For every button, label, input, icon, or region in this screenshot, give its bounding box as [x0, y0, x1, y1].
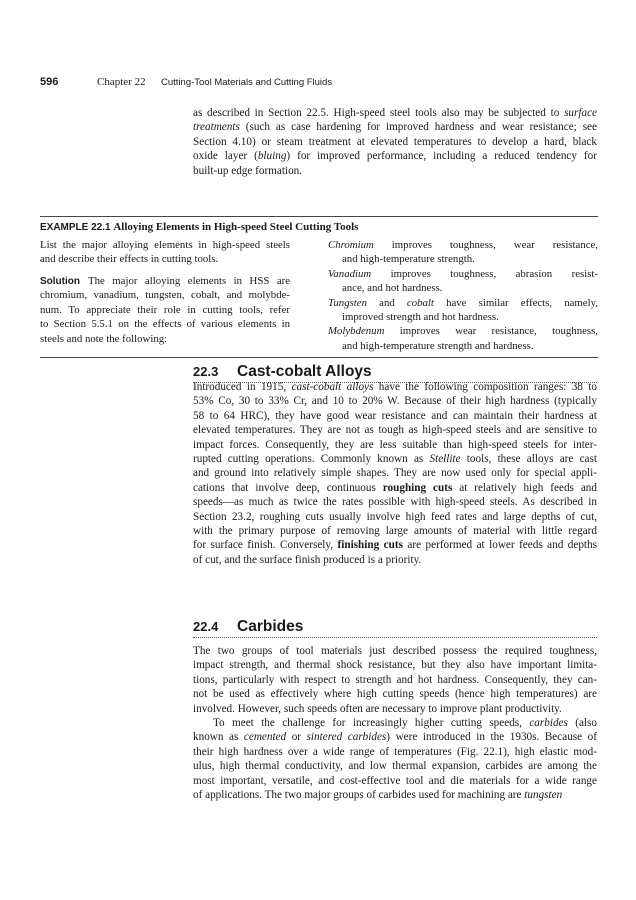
text-run: (such as case hardening for improved hardness and wear resistance; see: [239, 121, 597, 134]
text-line: [193, 409, 597, 423]
solution-label: Solution: [40, 276, 80, 287]
text-run: chromium, vanadium, tungsten, cobalt, and molybde-: [40, 289, 290, 302]
text-run: 58 to 64 HRC), they have good wear resistance and can maintain their hardness at: [193, 409, 597, 422]
bold-term: roughing cuts: [382, 481, 453, 494]
text-line: [193, 106, 597, 120]
text-line: [328, 324, 598, 338]
text-run: num. To appreciate their role in cutting tools, refer: [40, 303, 290, 316]
italic-term: Molybdenum: [328, 325, 385, 338]
text-line: [193, 438, 597, 452]
text-line: [193, 730, 597, 744]
text-run: tools, these alloys are cast: [460, 452, 597, 465]
text-line: [193, 745, 597, 759]
text-run: elevated temperatures. They are not as tough as high-speed steels and are sensitive to: [193, 424, 597, 437]
text-run: ) for improved performance, including a reduced tendency for: [286, 150, 597, 163]
chapter-label: Chapter 22: [97, 76, 146, 88]
italic-term: treatments: [193, 121, 240, 134]
text-line: [328, 252, 598, 266]
text-run: ulus, high thermal conductivity, and low thermal expansion, carbides are among the: [193, 760, 597, 773]
text-line: [328, 310, 598, 324]
text-line: [40, 317, 290, 331]
text-run: as described in Section 22.5. High-speed steel tools also may be subjected to: [193, 107, 565, 119]
section-22-3-body: [193, 380, 597, 567]
example-effects: [328, 238, 598, 353]
text-line: [328, 339, 598, 353]
text-run: have the following composition ranges: 38 to: [373, 381, 597, 393]
text-line: [328, 281, 598, 295]
example-label: EXAMPLE 22.1: [40, 222, 111, 233]
text-run: speeds—as much as twice the rates possible with high-speed steels. As described in: [193, 496, 597, 509]
text-run: at relatively high feeds and: [452, 481, 597, 494]
text-run: ance, and hot hardness.: [342, 282, 443, 295]
text-run: with the primary purpose of removing large amounts of material with little regard: [193, 524, 597, 537]
text-line: [193, 788, 597, 802]
section-22-4-body: [193, 644, 597, 802]
text-line: [193, 423, 597, 437]
text-line: [328, 296, 598, 310]
text-run: and ground into relatively simple shapes. They are now used only for special appli-: [193, 467, 597, 480]
page-number: 596: [40, 76, 59, 88]
text-line: [193, 553, 597, 567]
example-title: Alloying Elements in High-speed Steel Cutting Tools: [113, 221, 359, 233]
text-line: [193, 452, 597, 466]
text-run: and high-temperature strength and hardness.: [342, 339, 534, 352]
text-line: [193, 658, 597, 672]
text-run: are performed at lower feeds and depths: [402, 539, 597, 552]
text-line: [193, 759, 597, 773]
text-run: The major alloying elements in HSS are: [88, 275, 290, 287]
text-line: [40, 332, 290, 346]
italic-term: cemented: [243, 731, 287, 744]
section-heading-22-4: 22.4 Carbides: [193, 618, 304, 635]
text-line: [40, 252, 290, 266]
text-run: tions, particularly with respect to strength and hot hardness. Consequently, they can-: [193, 673, 597, 686]
text-line: [193, 149, 597, 163]
text-run: Section 4.10) or steam treatment at elevated temperatures to develop a hard, black: [193, 135, 597, 148]
text-run: ) were introduced in the 1930s. Because of: [386, 731, 597, 744]
text-run: or: [286, 731, 307, 744]
text-run: impact forces. Consequently, they are less suitable than high-speed steels for inter-: [193, 438, 597, 451]
text-line: [193, 774, 597, 788]
text-line: [193, 380, 597, 394]
text-run: (also: [567, 716, 597, 729]
italic-term: carbides: [529, 716, 568, 729]
italic-term: cast-cobalt alloys: [291, 381, 374, 393]
italic-term: surface: [564, 107, 597, 119]
text-run: built-up edge formation.: [193, 164, 303, 177]
text-line: [193, 687, 597, 701]
text-run: of cut, and the surface finish produced is a priority.: [193, 553, 422, 566]
text-line: [193, 481, 597, 495]
text-line: [193, 538, 597, 552]
text-run: To meet the challenge for increasingly higher cutting speeds,: [213, 716, 530, 729]
italic-term: sintered carbides: [306, 731, 387, 744]
text-run: of applications. The two major groups of carbides used for machining are: [193, 788, 525, 801]
text-line: [328, 267, 598, 281]
example-bottom-rule: [40, 357, 598, 358]
text-run: oxide layer (: [193, 150, 258, 163]
text-line: [193, 135, 597, 149]
text-run: steels and note the following:: [40, 332, 168, 345]
text-run: and high-temperature strength.: [342, 253, 475, 266]
intro-paragraph: [193, 106, 597, 178]
text-line: [193, 394, 597, 408]
text-run: Section 23.2, roughing cuts usually involve high feed rates and large depths of cut,: [193, 510, 597, 523]
chapter-title: Cutting-Tool Materials and Cutting Fluids: [161, 77, 333, 88]
text-run: improves toughness, wear resistance,: [373, 239, 598, 251]
text-line: [193, 164, 597, 178]
bold-term: finishing cuts: [337, 539, 403, 552]
text-run: rupted cutting operations. Commonly known as: [193, 452, 430, 465]
text-line: [193, 673, 597, 687]
text-run: The two groups of tool materials just described possess the required toughness,: [193, 645, 597, 657]
text-run: to Section 5.5.1 on the effects of various elements in: [40, 318, 290, 331]
text-run: improves toughness, abrasion resist-: [371, 267, 598, 280]
italic-term: bluing: [257, 150, 287, 163]
italic-term: Stellite: [429, 452, 461, 465]
text-run: involved. However, such speeds often are necessary to improve plant productivity.: [193, 702, 562, 715]
italic-term: Vanadium: [328, 267, 372, 280]
text-line: [193, 524, 597, 538]
text-run: their high hardness over a wide range of temperatures (Fig. 22.1), high elastic mod-: [193, 745, 597, 758]
text-line: [193, 466, 597, 480]
text-line: [193, 644, 597, 658]
text-run: and describe their effects in cutting tools.: [40, 253, 219, 266]
text-line: [40, 288, 290, 302]
text-run: 53% Co, 30 to 33% Cr, and 10 to 20% W. Because of their high hardness (typically: [193, 395, 597, 408]
text-run: for surface finish. Conversely,: [193, 539, 338, 552]
italic-term: Chromium: [328, 239, 374, 251]
text-line: [193, 495, 597, 509]
text-line: [193, 702, 597, 716]
example-top-rule: [40, 216, 598, 217]
text-line: [40, 303, 290, 317]
section-rule: [193, 637, 597, 638]
text-run: improved strength and hot hardness.: [342, 310, 499, 323]
text-run: impact strength, and thermal shock resistance, but they also have important limita-: [193, 659, 597, 672]
text-run: not be used as effectively where high cutting speeds (hence high temperatures) are: [193, 688, 597, 701]
italic-term: Tungsten: [328, 296, 367, 309]
example-solution: [40, 274, 290, 346]
section-heading-22-3: 22.3 Cast-cobalt Alloys: [193, 363, 372, 380]
text-run: cations that involve deep, continuous: [193, 481, 383, 494]
text-line: [328, 238, 598, 252]
italic-term: cobalt: [406, 296, 434, 309]
text-run: have similar effects, namely,: [433, 296, 598, 309]
example-problem: [40, 238, 290, 267]
text-run: known as: [193, 731, 244, 744]
text-line: [193, 510, 597, 524]
text-run: improves wear resistance, toughness,: [384, 325, 598, 338]
text-line: [40, 238, 290, 252]
italic-term: tungsten: [524, 788, 563, 801]
example-heading: [40, 221, 358, 233]
text-run: List the major alloying elements in high-speed steels: [40, 239, 290, 251]
text-run: Introduced in 1915,: [193, 381, 292, 393]
text-line: [193, 120, 597, 134]
text-run: and: [367, 296, 407, 309]
text-run: most important, versatile, and cost-effective tool and die materials for a wide range: [193, 774, 597, 787]
text-line: [193, 716, 597, 730]
